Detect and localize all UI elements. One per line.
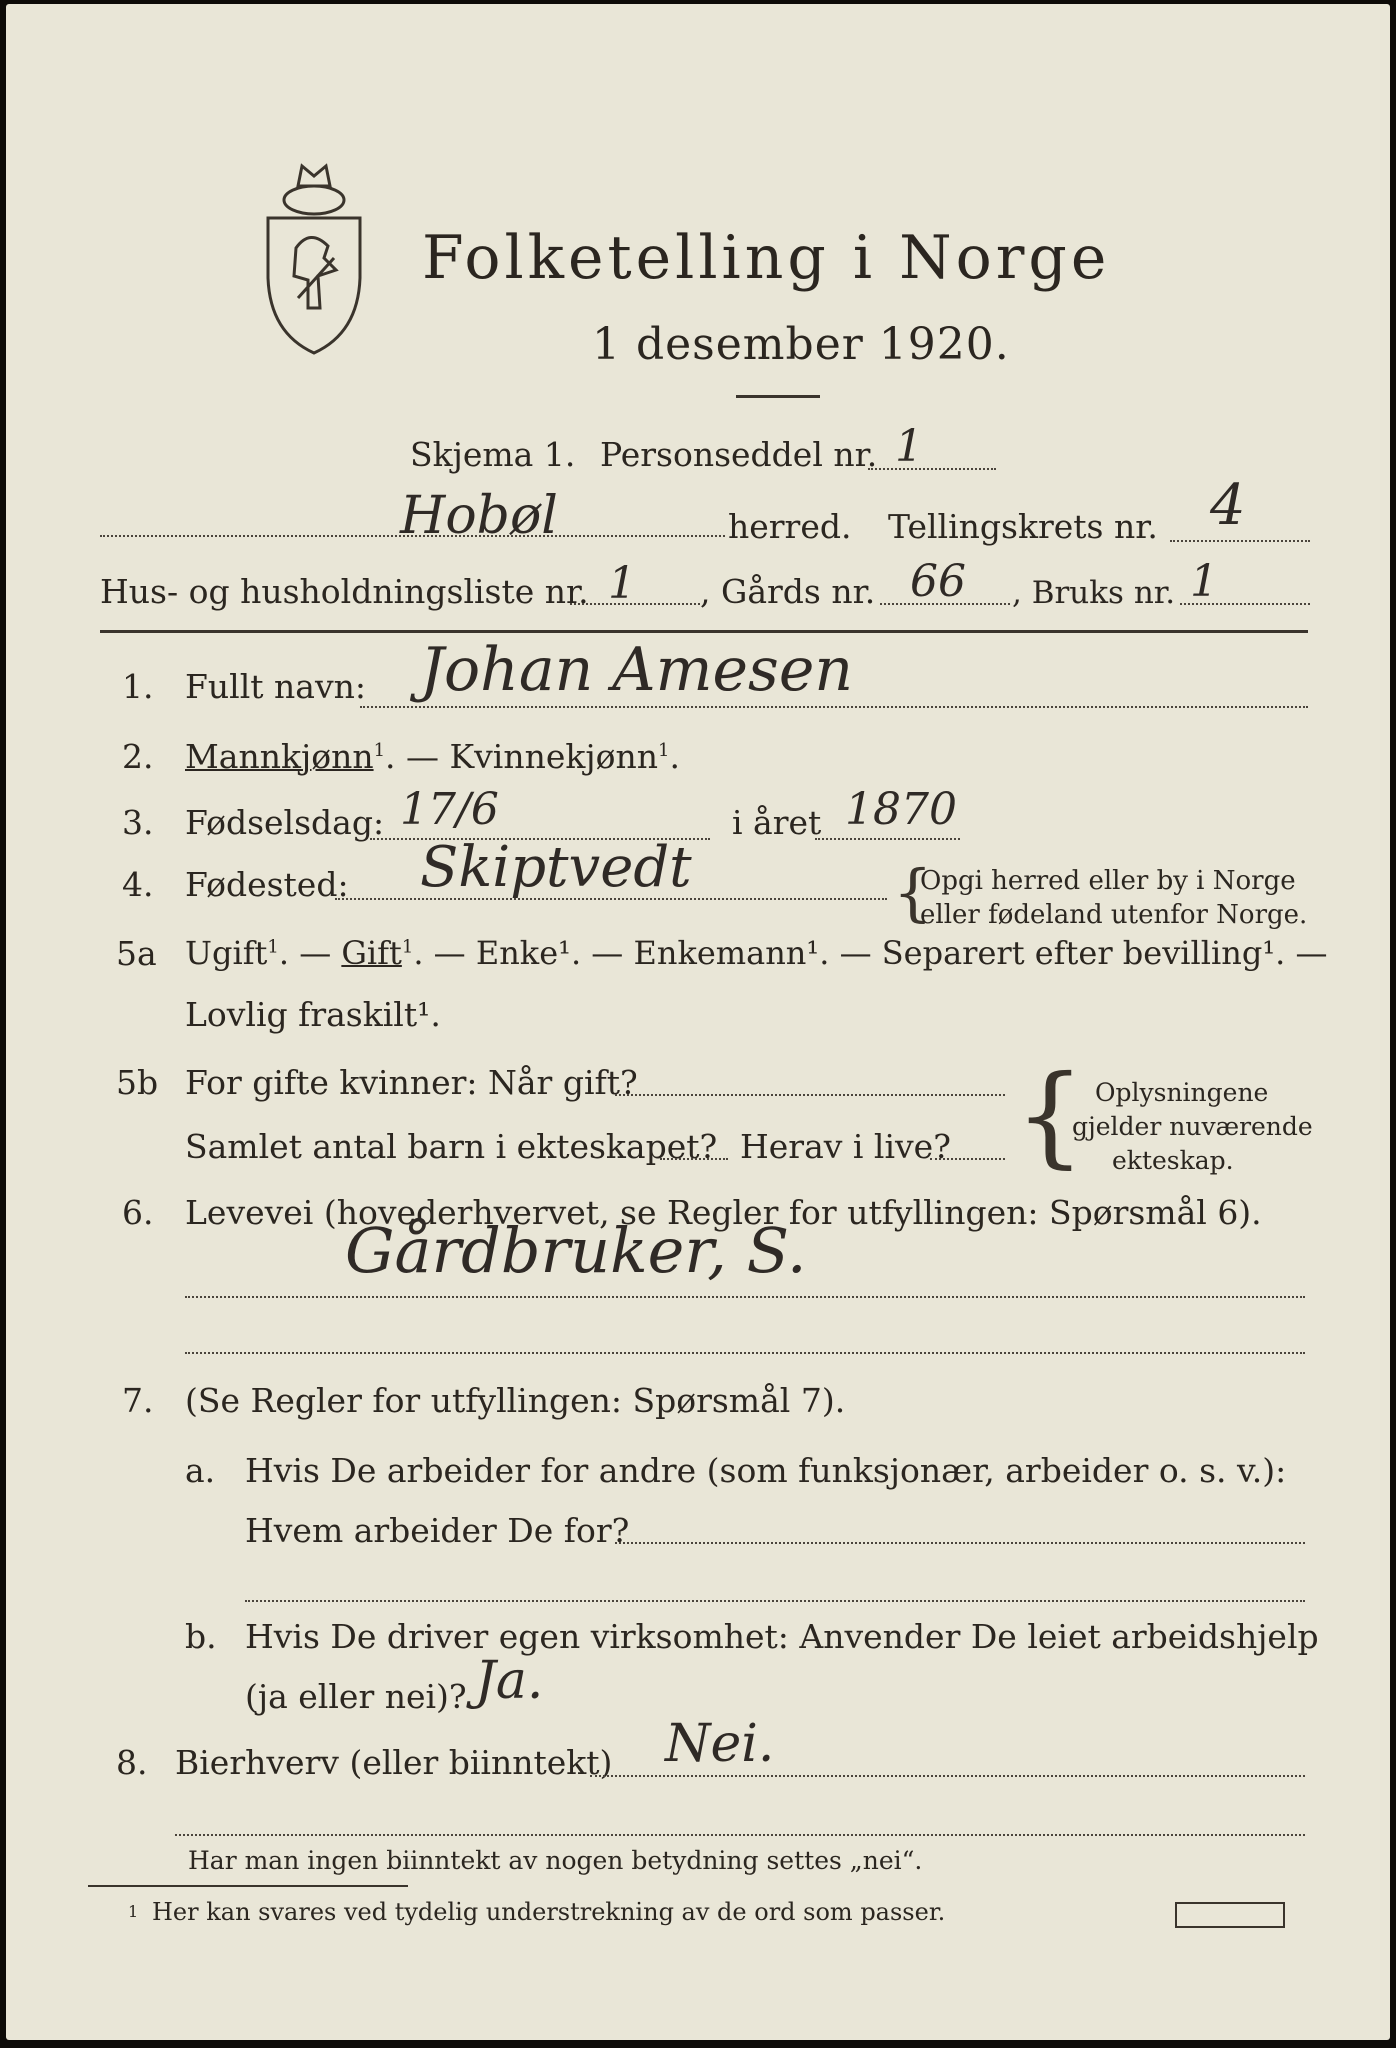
footnote-rule [88,1885,408,1887]
hired-help-value: Ja. [475,1651,544,1711]
birth-year-label: i året [732,803,822,842]
footer-note: Har man ingen biinntekt av nogen betydning settes „nei“. [188,1846,923,1875]
q7a-letter: a. [185,1451,216,1490]
q7a-line2 [245,1600,1305,1602]
q4-line [335,898,887,900]
form-title: Folketelling i Norge [422,223,1111,293]
q5b-number: 5b [116,1063,159,1102]
personseddel-value: 1 [895,421,923,472]
skjema-label: Skjema 1. [410,435,576,474]
bruks-label: , Bruks nr. [1012,575,1176,611]
birthplace-value: Skiptvedt [420,835,692,900]
hus-value: 1 [608,558,636,609]
q5a-line2: Lovlig fraskilt¹. [185,995,441,1034]
q7a-label2: Hvem arbeider De for? [245,1511,630,1550]
occupation-value: Gårdbruker, S. [345,1214,807,1287]
q2-separator: . — [385,737,450,776]
male-option: Mannkjønn [185,737,374,776]
birthdate-value: 17/6 [400,784,499,835]
q4-note-line1: Opgi herred eller by i Norge [920,866,1296,896]
q6-line1 [185,1296,1305,1298]
q6-label: Levevei (hovederhvervet, se Regler for utfyllingen: Spørsmål 6). [185,1193,1262,1232]
q2-number: 2. [122,737,154,776]
q3-label: Fødselsdag: [185,803,385,842]
q7b-label1: Hvis De driver egen virksomhet: Anvender De leiet arbeidshjelp [245,1617,1319,1656]
q5b-children-label: Samlet antal barn i ekteskapet? [185,1127,718,1166]
q8-label: Bierhverv (eller biinntekt) [175,1743,613,1782]
q7a-line1 [615,1542,1305,1544]
footnote-mark: 1 [128,1902,139,1921]
q1-label: Fullt navn: [185,667,366,706]
q2-end: . [669,737,680,776]
gift-option: Gift [341,934,402,972]
q4-number: 4. [122,865,154,904]
q5b-married-line [615,1094,1005,1096]
q5a-separator: . — [278,934,342,972]
q3-number: 3. [122,803,154,842]
herred-value: Hobøl [400,486,558,546]
norwegian-coat-of-arms-icon [258,158,370,358]
gards-line [880,603,1010,605]
personseddel-label: Personseddel nr. [600,435,878,474]
herred-line [100,535,725,537]
footnote-text: Her kan svares ved tydelig understrekning av de ord som passer. [152,1898,946,1926]
q6-number: 6. [122,1193,154,1232]
q5a-number: 5a [116,934,157,973]
q7b-letter: b. [185,1617,217,1656]
q5b-children-line [660,1158,728,1160]
q8-number: 8. [116,1743,148,1782]
gards-label: , Gårds nr. [700,572,876,611]
hus-line [570,603,700,605]
q5a-options: Ugift$^1$. — Gift$^1$. — Enke¹. — Enkemann¹. — Separert efter bevilling¹. — [185,934,1328,972]
tellingskrets-line [1170,540,1310,542]
q5b-note-line1: Oplysningene [1095,1078,1269,1107]
q2-options: Mannkjønn$^1$. — Kvinnekjønn$^1$. [185,737,680,776]
bruks-value: 1 [1190,556,1218,607]
q4-brace: { [893,856,933,929]
female-option: Kvinnekjønn [449,737,659,776]
q6-line2 [185,1352,1305,1354]
q8-line1 [590,1775,1305,1777]
q7a-label1: Hvis De arbeider for andre (som funksjonær, arbeider o. s. v.): [245,1451,1287,1490]
hus-label: Hus- og husholdningsliste nr. [100,572,589,611]
census-date: 1 desember 1920. [592,319,1010,370]
full-name-value: Johan Amesen [420,635,853,705]
gards-value: 66 [910,556,966,607]
q7-label: (Se Regler for utfyllingen: Spørsmål 7). [185,1381,846,1420]
q5a-rest: . — Enke¹. — Enkemann¹. — Separert efter bevilling¹. — [413,934,1328,972]
header-rule [100,630,1308,633]
ugift-option: Ugift [185,934,268,972]
birth-year-value: 1870 [845,784,957,835]
tellingskrets-value: 4 [1210,473,1246,538]
herred-label: herred. [728,507,852,546]
bruks-line [1180,603,1310,605]
q3-year-line [815,838,960,840]
q7b-label2: (ja eller nei)? [245,1677,467,1716]
printer-stamp-icon [1175,1902,1285,1928]
side-income-value: Nei. [665,1714,775,1774]
q5b-note-line3: ekteskap. [1112,1146,1234,1175]
q4-note-line2: eller fødeland utenfor Norge. [920,900,1308,930]
q5b-note-line2: gjelder nuværende [1072,1112,1313,1141]
tellingskrets-label: Tellingskrets nr. [888,507,1158,546]
q5b-married-when-label: For gifte kvinner: Når gift? [185,1063,638,1102]
personseddel-line [868,468,996,470]
q5b-brace: { [1015,1051,1085,1179]
q8-line2 [175,1834,1305,1836]
title-divider [736,395,820,398]
q4-label: Fødested: [185,865,349,904]
q7-number: 7. [122,1381,154,1420]
q1-number: 1. [122,667,154,706]
q5b-alive-line [930,1158,1005,1160]
q1-line [360,706,1308,708]
q5b-alive-label: Herav i live? [740,1127,951,1166]
